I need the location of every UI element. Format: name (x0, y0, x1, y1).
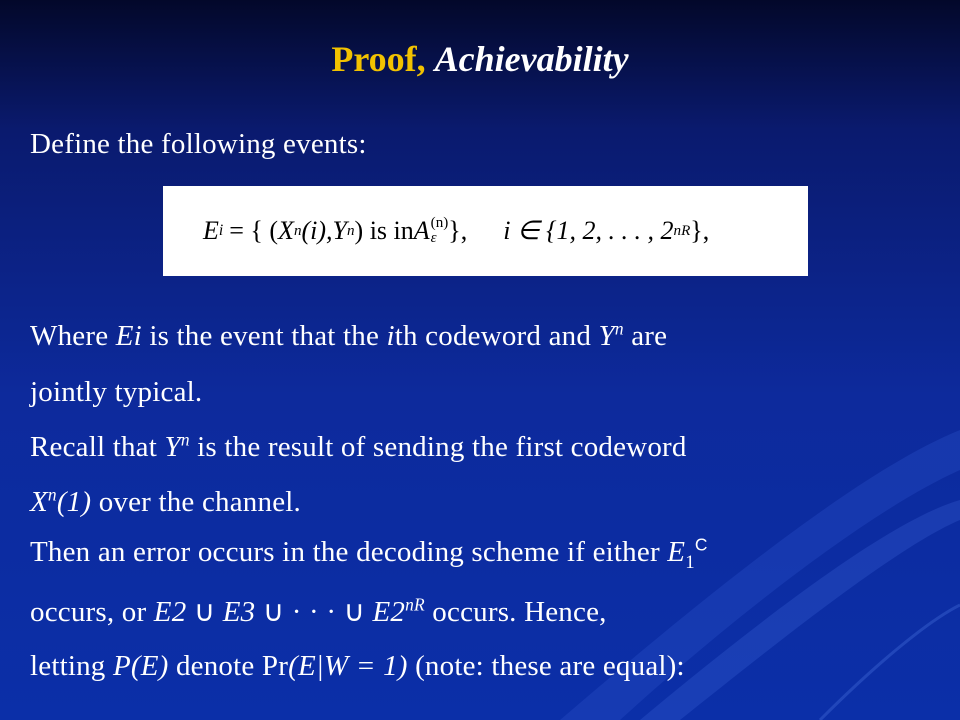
slide-title (0, 38, 960, 80)
union: ∪ (186, 596, 223, 628)
formula-y: Y (332, 216, 347, 245)
para-line-6 (30, 594, 607, 629)
text: Where (30, 320, 116, 352)
var-pe: P(E) (112, 650, 169, 682)
text: over the channel. (91, 486, 301, 518)
sub-1: 1 (685, 551, 695, 573)
text: occurs, or (30, 596, 154, 628)
formula-lhs: E (203, 216, 219, 245)
text: is the event that the (141, 320, 387, 352)
text: th codeword and (394, 320, 599, 352)
var-i: i (386, 320, 395, 352)
text: occurs. Hence, (424, 596, 607, 628)
sup-n: n (180, 429, 190, 450)
sup-n: n (614, 318, 624, 339)
formula-a: A (413, 216, 430, 245)
var-e2: E2 (153, 596, 187, 628)
union: ∪ · · · ∪ (255, 596, 373, 628)
event-definition-formula: E i = { ( X n (i), Y n ) is in A (n) ε }, i ∈ {1, 2, . . . , 2 nR }, (163, 186, 808, 276)
var-y: Y (164, 431, 181, 463)
var-x: X (30, 486, 48, 518)
text: is the result of sending the first codeword (189, 431, 687, 463)
text: Recall that (30, 431, 165, 463)
formula-x: X (278, 216, 294, 245)
para-line-7 (30, 650, 685, 683)
formula-x-arg: (i), (301, 216, 333, 245)
formula-a-sub: ε (430, 230, 437, 246)
para-line-4 (30, 486, 301, 519)
var-ei: Ei (115, 320, 142, 352)
para-line-3 (30, 431, 687, 464)
var-y: Y (598, 320, 615, 352)
formula-index: i ∈ {1, 2, . . . , 2 (503, 216, 674, 245)
text: are (623, 320, 668, 352)
intro-text: Define the following events: (30, 128, 367, 160)
text: (note: these are equal): (407, 650, 685, 682)
text: Then an error occurs in the decoding scheme if either (30, 536, 668, 568)
sup-n: n (47, 484, 57, 505)
sup-c: C (694, 534, 708, 555)
para-line-5 (30, 536, 708, 574)
conditional: (E|W = 1) (288, 650, 408, 682)
formula-eq: = { ( (229, 216, 279, 245)
para-line-2: jointly typical. (30, 376, 203, 408)
text: letting (30, 650, 113, 682)
text: denote Pr (168, 650, 289, 682)
var-e: E (667, 536, 686, 568)
title-proof: Proof, (331, 39, 426, 79)
var-e2: E2 (372, 596, 406, 628)
arg-1: (1) (56, 486, 92, 518)
title-achievability: Achievability (434, 39, 629, 79)
para-line-1 (30, 320, 667, 353)
formula-lhs-sub: i (218, 222, 224, 239)
var-e3: E3 (222, 596, 256, 628)
sup-nr: nR (405, 594, 425, 615)
formula-is-in: ) is in (354, 216, 414, 245)
formula-a-sup: (n) (430, 214, 449, 231)
formula-close: }, (448, 216, 468, 245)
formula-index-close: }, (690, 216, 710, 245)
